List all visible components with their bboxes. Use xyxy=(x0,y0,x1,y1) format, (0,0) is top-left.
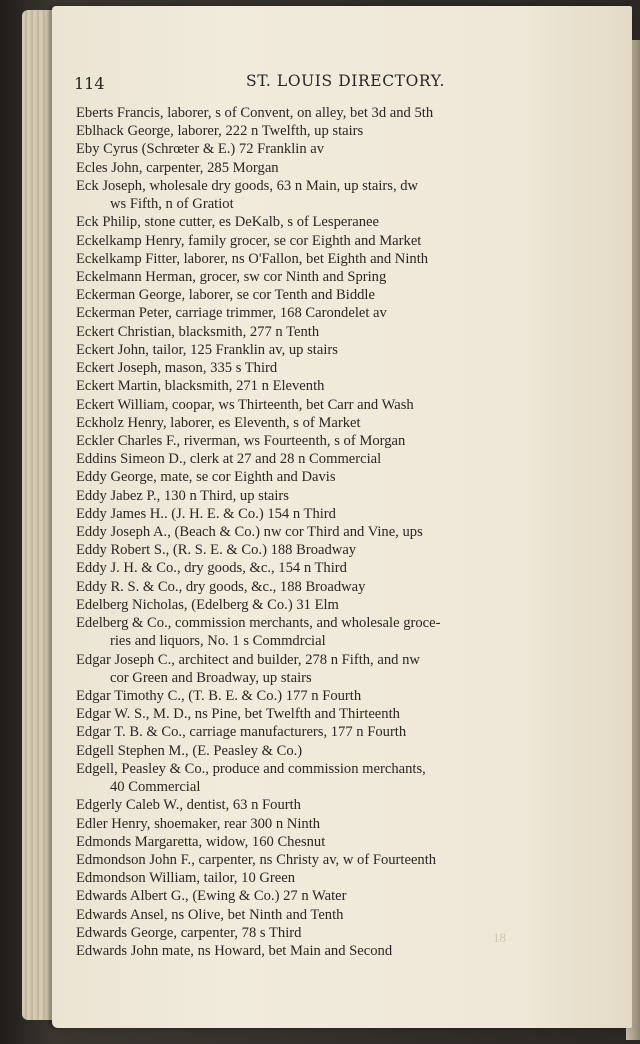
entry-text: Eby Cyrus (Schrœter & E.) 72 Franklin av xyxy=(76,141,325,158)
entry-text: Eckerman Peter, carriage trimmer, 168 Carondelet av xyxy=(76,305,387,322)
entry-text: Eckelkamp Fitter, laborer, ns O'Fallon, bet Eighth and Ninth xyxy=(76,250,429,267)
directory-entry xyxy=(76,414,586,432)
directory-entry xyxy=(76,450,586,468)
directory-entry xyxy=(76,122,586,140)
entry-text: Eckert Martin, blacksmith, 271 n Eleventh xyxy=(76,378,325,395)
entry-text: Edwards George, carpenter, 78 s Third xyxy=(76,924,302,941)
directory-entry xyxy=(76,614,586,650)
directory-entry xyxy=(76,286,586,304)
entry-text: Edmondson John F., carpenter, ns Christy av, w of Fourteenth xyxy=(76,851,437,868)
entry-text: Edgerly Caleb W., dentist, 63 n Fourth xyxy=(76,797,301,814)
entry-text: Edgar Timothy C., (T. B. E. & Co.) 177 n Fourth xyxy=(76,688,362,704)
entry-text: Edwards John mate, ns Howard, bet Main and Second xyxy=(76,943,393,960)
directory-entry xyxy=(76,651,586,687)
directory-entry xyxy=(76,869,586,887)
directory-entry xyxy=(76,341,586,359)
directory-entry xyxy=(76,140,586,158)
entry-text: Edelberg Nicholas, (Edelberg & Co.) 31 Elm xyxy=(76,596,339,613)
directory-entry xyxy=(76,213,586,231)
directory-entry xyxy=(76,796,586,814)
entry-text: Eckerman George, laborer, se cor Tenth and Biddle xyxy=(76,287,375,304)
entry-continuation: 40 Commercial xyxy=(110,779,201,796)
directory-entry xyxy=(76,104,586,122)
directory-entry xyxy=(76,468,586,486)
directory-entry xyxy=(76,359,586,377)
entry-text: Eckert Joseph, mason, 335 s Third xyxy=(76,360,278,377)
directory-entry xyxy=(76,505,586,523)
entry-text: Eddy Joseph A., (Beach & Co.) nw cor Third and Vine, ups xyxy=(76,524,423,541)
entry-continuation: cor Green and Broadway, up stairs xyxy=(110,669,312,686)
entry-text: Eddy James H.. (J. H. E. & Co.) 154 n Third xyxy=(76,505,336,522)
entry-text: Edler Henry, shoemaker, rear 300 n Ninth xyxy=(76,815,321,832)
entry-text: Eddy George, mate, se cor Eighth and Davis xyxy=(76,469,336,486)
entry-text: Eckler Charles F., riverman, ws Fourteenth, s of Morgan xyxy=(76,432,406,449)
entry-text: Eckert William, coopar, ws Thirteenth, bet Carr and Wash xyxy=(76,396,414,413)
entry-text: Edgar Joseph C., architect and builder, 278 n Fifth, and nw xyxy=(76,651,420,668)
directory-entry xyxy=(76,487,586,505)
entry-text: Eddy R. S. & Co., dry goods, &c., 188 Broadway xyxy=(76,578,366,595)
directory-entry xyxy=(76,268,586,286)
entry-text: Eckelmann Herman, grocer, sw cor Ninth and Spring xyxy=(76,268,387,285)
directory-entry xyxy=(76,887,586,905)
directory-entry xyxy=(76,432,586,450)
entry-text: Edmondson William, tailor, 10 Green xyxy=(76,870,296,887)
directory-entry xyxy=(76,377,586,395)
directory-entry xyxy=(76,523,586,541)
directory-entry xyxy=(76,250,586,268)
entry-text: Edwards Ansel, ns Olive, bet Ninth and Tenth xyxy=(76,906,344,923)
page-number: 114 xyxy=(74,74,105,93)
directory-entry xyxy=(76,596,586,614)
entry-text: Eck Philip, stone cutter, es DeKalb, s of Lesperanee xyxy=(76,214,379,231)
entry-text: Eddins Simeon D., clerk at 27 and 28 n Commercial xyxy=(76,451,382,468)
directory-entries xyxy=(76,104,586,960)
entry-text: Eckholz Henry, laborer, es Eleventh, s of Market xyxy=(76,414,361,431)
directory-entry xyxy=(76,742,586,760)
directory-entry xyxy=(76,232,586,250)
entry-text: Eblhack George, laborer, 222 n Twelfth, up stairs xyxy=(76,123,364,140)
entry-text: Eckert John, tailor, 125 Franklin av, up stairs xyxy=(76,341,338,358)
directory-entry xyxy=(76,815,586,833)
entry-text: Eckelkamp Henry, family grocer, se cor Eighth and Market xyxy=(76,232,422,249)
directory-entry xyxy=(76,942,586,960)
entry-text: Edgell, Peasley & Co., produce and commission merchants, xyxy=(76,760,426,777)
directory-entry xyxy=(76,159,586,177)
entry-text: Eddy J. H. & Co., dry goods, &c., 154 n Third xyxy=(76,560,347,577)
bleed-through-mark: 18 xyxy=(493,930,506,945)
entry-text: Edelberg & Co., commission merchants, and wholesale groce- xyxy=(76,615,441,632)
directory-entry xyxy=(76,723,586,741)
entry-text: Eddy Robert S., (R. S. E. & Co.) 188 Broadway xyxy=(76,542,357,559)
entry-text: Eck Joseph, wholesale dry goods, 63 n Main, up stairs, dw xyxy=(76,177,419,194)
directory-entry xyxy=(76,578,586,596)
directory-entry xyxy=(76,177,586,213)
entry-continuation: ws Fifth, n of Gratiot xyxy=(110,196,234,213)
directory-entry xyxy=(76,906,586,924)
directory-entry xyxy=(76,304,586,322)
entry-continuation: ries and liquors, No. 1 s Commdrcial xyxy=(110,633,326,650)
directory-entry xyxy=(76,396,586,414)
entry-text: Eberts Francis, laborer, s of Convent, on alley, bet 3d and 5th xyxy=(76,105,434,121)
entry-text: Eddy Jabez P., 130 n Third, up stairs xyxy=(76,487,289,504)
entry-text: Edmonds Margaretta, widow, 160 Chesnut xyxy=(76,833,326,850)
entry-text: Edgar T. B. & Co., carriage manufacturers, 177 n Fourth xyxy=(76,724,407,741)
directory-entry xyxy=(76,541,586,559)
directory-entry xyxy=(76,833,586,851)
directory-entry xyxy=(76,559,586,577)
directory-entry xyxy=(76,851,586,869)
directory-entry xyxy=(76,760,586,796)
entry-text: Ecles John, carpenter, 285 Morgan xyxy=(76,159,279,176)
directory-entry xyxy=(76,323,586,341)
entry-text: Edwards Albert G., (Ewing & Co.) 27 n Water xyxy=(76,888,347,905)
directory-entry xyxy=(76,924,586,942)
directory-entry xyxy=(76,687,586,705)
entry-text: Edgell Stephen M., (E. Peasley & Co.) xyxy=(76,742,303,759)
directory-entry xyxy=(76,705,586,723)
entry-text: Edgar W. S., M. D., ns Pine, bet Twelfth and Thirteenth xyxy=(76,706,400,723)
entry-text: Eckert Christian, blacksmith, 277 n Tenth xyxy=(76,323,320,340)
running-head: ST. LOUIS DIRECTORY. xyxy=(246,72,446,90)
